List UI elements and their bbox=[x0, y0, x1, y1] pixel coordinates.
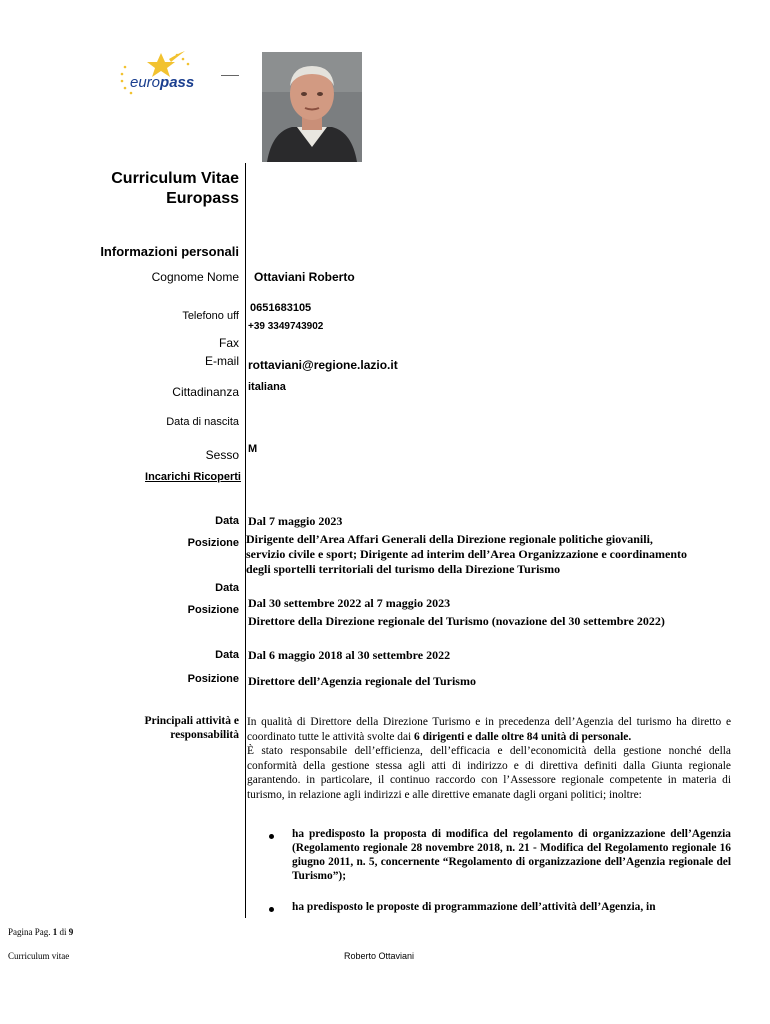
logo-text-euro: euro bbox=[130, 74, 161, 91]
role2-date-label: Data bbox=[215, 582, 239, 594]
role1-date-value: Dal 7 maggio 2023 bbox=[248, 514, 343, 528]
citizenship-value: italiana bbox=[248, 381, 286, 393]
role1-position-label: Posizione bbox=[187, 537, 239, 549]
profile-photo bbox=[262, 52, 362, 162]
role3-position-value: Direttore dell’Agenzia regionale del Turismo bbox=[248, 674, 476, 688]
role1-position-line: servizio civile e sport; Dirigente ad interim dell’Area Organizzazione e coordinamento bbox=[246, 547, 687, 561]
cv-title-line2: Europass bbox=[166, 190, 239, 207]
europass-logo bbox=[117, 49, 209, 99]
fax-label: Fax bbox=[218, 336, 239, 350]
bullet-icon bbox=[269, 834, 274, 839]
sex-label: Sesso bbox=[205, 448, 239, 462]
role1-date-label: Data bbox=[215, 515, 239, 527]
phone-value-mobile: +39 3349743902 bbox=[248, 321, 324, 332]
page-total: 9 bbox=[68, 927, 74, 937]
role1-position-line: Dirigente dell’Area Affari Generali della Direzione regionale politiche giovanili, bbox=[246, 532, 653, 546]
activities-paragraph-1 bbox=[247, 715, 731, 744]
activities-paragraph-2: È stato responsabile dell’efficienza, dell’efficacia e dell’economicità della gestione nonché della conformità della gestione stessa agli atti di indirizzo e di direttiva definiti dalla Giunta regionale garantendo. in particolare, il continuo raccordo con l’Assessore regionale competente in materia di turismo, in relazione agli indirizzi e alle direttive emanate dagli organi politici; inoltre: bbox=[247, 745, 731, 801]
name-label: Cognome Nome bbox=[151, 270, 239, 284]
activities-paragraph-1-text: In qualità di Direttore della Direzione Turismo e in precedenza dell’Agenzia del turismo ha diretto e coordinato tutte le attività svolte dai bbox=[247, 716, 731, 743]
page-number bbox=[8, 927, 73, 937]
birth-label: Data di nascita bbox=[166, 416, 239, 428]
role2-position-value: Direttore della Direzione regionale del Turismo (novazione del 30 settembre 2022) bbox=[248, 614, 665, 628]
sex-value: M bbox=[248, 443, 258, 455]
activities-label bbox=[144, 714, 239, 742]
email-label: E-mail bbox=[204, 354, 239, 368]
activities-label-line2: responsabilità bbox=[170, 729, 239, 741]
bullet-icon bbox=[269, 907, 274, 912]
activities-bullet-1: ha predisposto la proposta di modifica del regolamento di organizzazione dell’Agenzia (Regolamento regionale 28 novembre 2018, n. 21 - Modifica del Regolamento regionale 16 giugno 2011, n. 5, concernente “Regolamento di organizzazione dell’Agenzia regionale del Turismo”); bbox=[292, 828, 731, 882]
phone-label: Telefono uff bbox=[182, 310, 239, 322]
activities-body bbox=[247, 715, 731, 802]
role2-position-label: Posizione bbox=[187, 604, 239, 616]
email-value: rottaviani@regione.lazio.it bbox=[248, 358, 398, 372]
footer-author: Roberto Ottaviani bbox=[344, 951, 415, 961]
page-of: di bbox=[57, 927, 69, 937]
role1-position-line: degli sportelli territoriali del turismo della Direzione Turismo bbox=[246, 562, 561, 576]
cv-title-line1: Curriculum Vitae bbox=[111, 170, 239, 187]
logo-text-pass: pass bbox=[160, 74, 195, 91]
footer-doc-label: Curriculum vitae bbox=[8, 951, 70, 961]
citizenship-label: Cittadinanza bbox=[172, 385, 239, 399]
roles-section-heading: Incarichi Ricoperti bbox=[145, 471, 241, 483]
activities-label-line1: Principali attività e bbox=[144, 715, 239, 727]
role3-position-label: Posizione bbox=[187, 673, 239, 685]
name-value: Ottaviani Roberto bbox=[254, 270, 355, 284]
role3-date-value: Dal 6 maggio 2018 al 30 settembre 2022 bbox=[248, 648, 451, 662]
cv-title bbox=[111, 169, 239, 209]
role2-date-value: Dal 30 settembre 2022 al 7 maggio 2023 bbox=[248, 596, 451, 610]
role3-date-label: Data bbox=[215, 649, 239, 661]
personal-section-heading: Informazioni personali bbox=[100, 244, 239, 259]
activities-paragraph-1-bold: 6 dirigenti e dalle oltre 84 unità di personale. bbox=[414, 730, 632, 743]
logo-rule bbox=[221, 75, 239, 76]
activities-bullet-2: ha predisposto le proposte di programmazione dell’attività dell’Agenzia, in bbox=[292, 901, 656, 913]
role1-position-value bbox=[246, 532, 687, 577]
page-current: 1 bbox=[52, 927, 58, 937]
phone-value-office: 0651683105 bbox=[250, 302, 312, 314]
page-prefix: Pagina Pag. bbox=[8, 927, 53, 937]
